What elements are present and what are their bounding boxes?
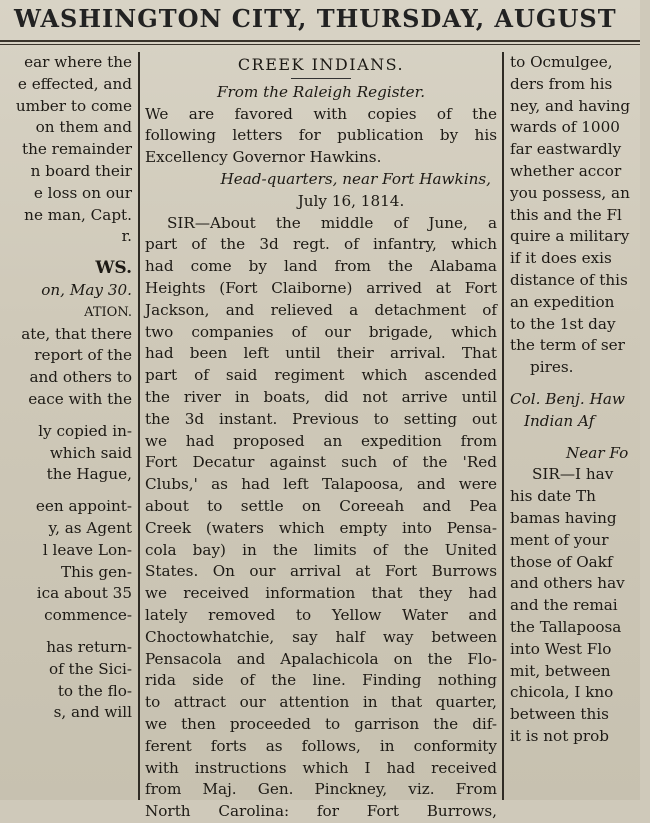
body-line: about to settle on Coreeah and Pea (145, 496, 497, 515)
text-line: ica about 35 (36, 584, 132, 603)
text-line: it is not prob (510, 726, 609, 745)
text-line: and the remai (510, 596, 618, 615)
signature-line: Indian Af (524, 411, 595, 430)
text-line: mit, between (510, 661, 611, 680)
text-line: quire a military (510, 227, 630, 246)
text-line: n board their (30, 161, 132, 180)
body-line: rida side of the line. Finding nothing (145, 671, 497, 690)
body-line: had been left until their arrival. That (145, 344, 497, 363)
section-subheading: ATION. (84, 304, 132, 320)
intro-line: Excellency Governor Hawkins. (145, 148, 382, 167)
text-line: chicola, I kno (510, 683, 614, 702)
text-line: the Hague, (46, 465, 132, 484)
text-line: which said (49, 443, 132, 462)
text-line: his date Th (510, 487, 596, 506)
text-line: distance of this (510, 270, 628, 289)
text-line: ate, that there (21, 324, 132, 343)
text-line: e effected, and (17, 74, 132, 93)
text-line: to Ocmulgee, (510, 53, 613, 71)
text-line: if it does exis (510, 249, 612, 268)
body-line: we had proposed an expedition from (145, 431, 497, 450)
text-line: SIR—I hav (532, 465, 614, 484)
body-line: Clubs,' as had left Talapoosa, and were (145, 475, 497, 494)
article-source: From the Raleigh Register. (216, 82, 426, 101)
text-line: ders from his (510, 74, 613, 93)
text-line: has return- (46, 637, 132, 656)
text-line: umber to come (15, 96, 132, 115)
main-article (145, 52, 497, 821)
body-line: SIR—About the middle of June, a (167, 213, 497, 232)
title-rule (291, 78, 351, 79)
body-line: Choctowhatchie, say half way between (145, 627, 497, 646)
column-divider (502, 52, 504, 800)
dateline: Near Fo (566, 443, 629, 462)
text-line: to the flo- (57, 681, 132, 700)
body-line: Pensacola and Apalachicola on the Flo- (145, 649, 497, 668)
masthead-rule (0, 40, 640, 42)
text-line: y, as Agent (48, 518, 132, 537)
body-line: cola bay) in the limits of the United (145, 540, 497, 559)
text-line: and others to (29, 368, 132, 387)
text-line: this and the Fl (510, 205, 622, 224)
body-line: lately removed to Yellow Water and (145, 605, 497, 624)
text-line: to the 1st day (510, 314, 616, 333)
text-line: bamas having (510, 508, 617, 527)
text-line: those of Oakf (510, 552, 613, 571)
text-line: the term of ser (510, 336, 625, 355)
body-line: had come by land from the Alabama (145, 257, 497, 276)
text-line: pires. (530, 358, 574, 377)
text-line: you possess, an (510, 183, 630, 202)
text-line: of the Sici- (48, 659, 132, 678)
text-line: s, and will (53, 703, 132, 722)
body-line: we then proceeded to garrison the dif- (145, 714, 497, 733)
text-line: ney, and having (510, 96, 631, 115)
intro-line: following letters for publication by his (145, 126, 497, 145)
body-line: North Carolina: for Fort Burrows, (145, 802, 497, 821)
body-line: to attract our attention in that quarter, (145, 693, 497, 712)
text-line: report of the (34, 346, 132, 365)
body-line: we received information that they had (145, 584, 497, 603)
letter-heading: Head-quarters, near Fort Hawkins, (220, 169, 491, 188)
body-line: States. On our arrival at Fort Burrows (145, 562, 497, 581)
left-column (0, 52, 136, 800)
text-line: commence- (44, 606, 132, 625)
right-column (510, 52, 650, 800)
text-line: between this (510, 705, 609, 724)
body-line: the river in boats, did not arrive until (145, 387, 497, 406)
body-line: Fort Decatur against such of the 'Red (145, 453, 497, 472)
body-line: part of said regiment which ascended (145, 366, 497, 385)
text-line: ear where the (24, 53, 132, 71)
body-line: two companies of our brigade, which (145, 322, 497, 341)
text-line: een appoint- (35, 497, 132, 516)
section-heading: WS. (95, 258, 132, 279)
text-line: whether accor (510, 161, 622, 180)
body-line: Heights (Fort Claiborne) arrived at Fort (145, 278, 497, 297)
intro-line: We are favored with copies of the (145, 104, 497, 123)
body-line: ferent forts as follows, in conformity (145, 736, 497, 755)
text-line: on them and (35, 118, 132, 137)
text-line: far eastwardly (510, 140, 622, 159)
body-line: Creek (waters which empty into Pensa- (145, 518, 497, 537)
letter-date: July 16, 1814. (297, 191, 405, 210)
text-line: and others hav (510, 574, 625, 593)
body-line: from Maj. Gen. Pinckney, viz. From (145, 780, 497, 799)
body-line: part of the 3d regt. of infantry, which (145, 235, 497, 254)
signature-line: Col. Benj. Haw (510, 389, 625, 408)
text-line: l leave Lon- (42, 540, 132, 559)
text-line: r. (121, 227, 132, 246)
body-line: the 3d instant. Previous to setting out (145, 409, 497, 428)
column-divider (138, 52, 140, 800)
masthead: WASHINGTON CITY, THURSDAY, AUGUST (14, 4, 617, 33)
text-line: ment of your (510, 530, 609, 549)
text-line: eace with the (28, 389, 132, 408)
article-title: CREEK INDIANS. (237, 55, 405, 74)
text-line: This gen- (60, 562, 132, 581)
text-line: ly copied in- (38, 421, 132, 440)
text-line: the remainder (21, 140, 132, 159)
masthead-rule-thin (0, 44, 640, 45)
text-line: the Tallapoosa (510, 617, 622, 636)
body-line: with instructions which I had received (145, 758, 497, 777)
body-line: Jackson, and relieved a detachment of (145, 300, 497, 319)
dateline: on, May 30. (41, 280, 132, 299)
text-line: ne man, Capt. (24, 205, 132, 224)
text-line: wards of 1000 (510, 118, 620, 137)
text-line: into West Flo (510, 639, 612, 658)
text-line: an expedition (510, 292, 615, 311)
text-line: e loss on our (33, 183, 132, 202)
